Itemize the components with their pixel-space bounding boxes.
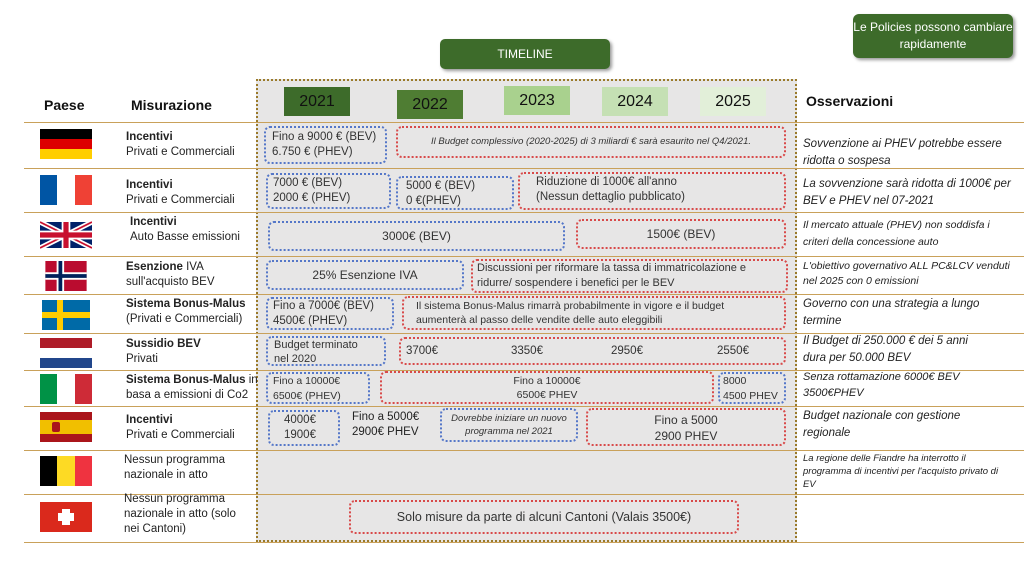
spain-flag [40, 412, 92, 442]
cell-netherlands-2022-2025 [399, 337, 786, 365]
observation-norway: L'obiettivo governativo ALL PC&LCV venduti nel 2025 con 0 emissioni [803, 260, 1010, 287]
cell-italy-2022-2024: Fino a 10000€ 6500€ PHEV [380, 371, 714, 404]
observation-netherlands: Il Budget di 250.000 € dei 5 anni dura per 50.000 BEV [803, 335, 968, 364]
measure-switzerland: Nessun programma nazionale in atto (solo nei Cantoni) [124, 493, 236, 535]
cell-netherlands-2021: Budget terminato nel 2020 [266, 336, 386, 366]
measure-belgium: Nessun programma nazionale in atto [124, 454, 225, 481]
cell-norway-2021-2022: 25% Esenzione IVA [266, 260, 464, 290]
france-flag [40, 175, 92, 205]
observation-spain: Budget nazionale con gestione regionale [803, 410, 961, 439]
value-2023: 3350€ [511, 345, 543, 357]
row-divider [24, 294, 1024, 295]
row-divider [24, 256, 1024, 257]
cell-france-2021: 7000 € (BEV) 2000 € (PHEV) [266, 173, 391, 209]
measure-sweden: Sistema Bonus-Malus (Privati e Commerciali) [126, 298, 246, 325]
measure-uk: Incentivi Auto Basse emissioni [130, 216, 240, 243]
header-measure: Misurazione [131, 97, 212, 113]
cell-uk-2021-2023: 3000€ (BEV) [268, 221, 565, 251]
cell-sweden-2022-2025: Il sistema Bonus-Malus rimarrà probabilmente in vigore e il budget aumenterà al passo delle vendite delle auto eleggibili [402, 296, 786, 330]
cell-france-2023-2025: Riduzione di 1000€ all'anno (Nessun dettaglio pubblicato) [518, 172, 786, 210]
row-divider [24, 122, 1024, 123]
year-2023: 2023 [504, 86, 570, 115]
cell-italy-2021: Fino a 10000€ 6500€ (PHEV) [266, 372, 370, 404]
year-2021: 2021 [284, 87, 350, 116]
measure-germany: Incentivi Privati e Commerciali [126, 131, 235, 158]
row-divider [24, 450, 1024, 451]
observation-italy: Senza rottamazione 6000€ BEV 3500€PHEV [803, 371, 960, 399]
cell-sweden-2021: Fino a 7000€ (BEV) 4500€ (PHEV) [266, 297, 394, 330]
cell-spain-2022: Fino a 5000€ 2900€ PHEV [352, 411, 420, 438]
policy-note-badge: Le Policies possono cambiare rapidamente [853, 14, 1013, 58]
value-2022: 3700€ [406, 345, 438, 357]
measure-france: Incentivi Privati e Commerciali [126, 179, 235, 206]
year-2022: 2022 [397, 90, 463, 119]
cell-spain-2021: 4000€ 1900€ [268, 410, 340, 446]
measure-spain: Incentivi Privati e Commerciali [126, 414, 235, 441]
measure-netherlands: Sussidio BEV Privati [126, 338, 201, 365]
norway-flag [40, 261, 92, 291]
cell-uk-2024-2025: 1500€ (BEV) [576, 219, 786, 249]
belgium-flag [40, 456, 92, 486]
uk-flag [40, 220, 92, 250]
value-2025: 2550€ [717, 345, 749, 357]
sweden-flag [40, 300, 92, 330]
measure-norway: Esenzione IVA sull'acquisto BEV [126, 261, 215, 288]
observation-uk: Il mercato attuale (PHEV) non soddisfa i criteri della concessione auto [803, 219, 990, 248]
cell-germany-2021: Fino a 9000 € (BEV) 6.750 € (PHEV) [264, 126, 387, 164]
switzerland-flag [40, 502, 92, 532]
row-divider [24, 406, 1024, 407]
year-2025: 2025 [700, 87, 766, 116]
value-2024: 2950€ [611, 345, 643, 357]
observation-germany: Sovvenzione ai PHEV potrebbe essere ridotta o sospesa [803, 138, 1002, 167]
timeline-button[interactable]: TIMELINE [440, 39, 610, 69]
cell-spain-2023: Dovrebbe iniziare un nuovo programma nel 2021 [440, 408, 578, 442]
header-country: Paese [44, 97, 85, 113]
row-divider [24, 212, 1024, 213]
observation-belgium: La regione delle Fiandre ha interrotto il programma di incentivi per l'acquisto privato di EV [803, 453, 999, 490]
netherlands-flag [40, 338, 92, 368]
germany-flag [40, 129, 92, 159]
observation-sweden: Governo con una strategia a lungo termine [803, 298, 980, 327]
row-divider [24, 542, 1024, 543]
cell-switzerland: Solo misure da parte di alcuni Cantoni (Valais 3500€) [349, 500, 739, 534]
observation-france: La sovvenzione sarà ridotta di 1000€ per BEV e PHEV nel 07-2021 [803, 178, 1011, 207]
cell-germany-budget: Il Budget complessivo (2020-2025) di 3 miliardi € sarà esaurito nel Q4/2021. [396, 126, 786, 158]
cell-spain-2024-2025: Fino a 5000 2900 PHEV [586, 408, 786, 446]
cell-italy-2025: 8000 4500 PHEV [718, 372, 786, 404]
measure-italy: Sistema Bonus-Malus in basa a emissioni di Co2 [126, 374, 258, 401]
header-observations: Osservazioni [806, 93, 894, 109]
year-2024: 2024 [602, 87, 668, 116]
italy-flag [40, 374, 92, 404]
cell-norway-2022-2025: Discussioni per riformare la tassa di immatricolazione e ridurre/ sospendere i benefici per le BEV [471, 259, 788, 293]
cell-france-2022: 5000 € (BEV) 0 €(PHEV) [396, 176, 514, 210]
